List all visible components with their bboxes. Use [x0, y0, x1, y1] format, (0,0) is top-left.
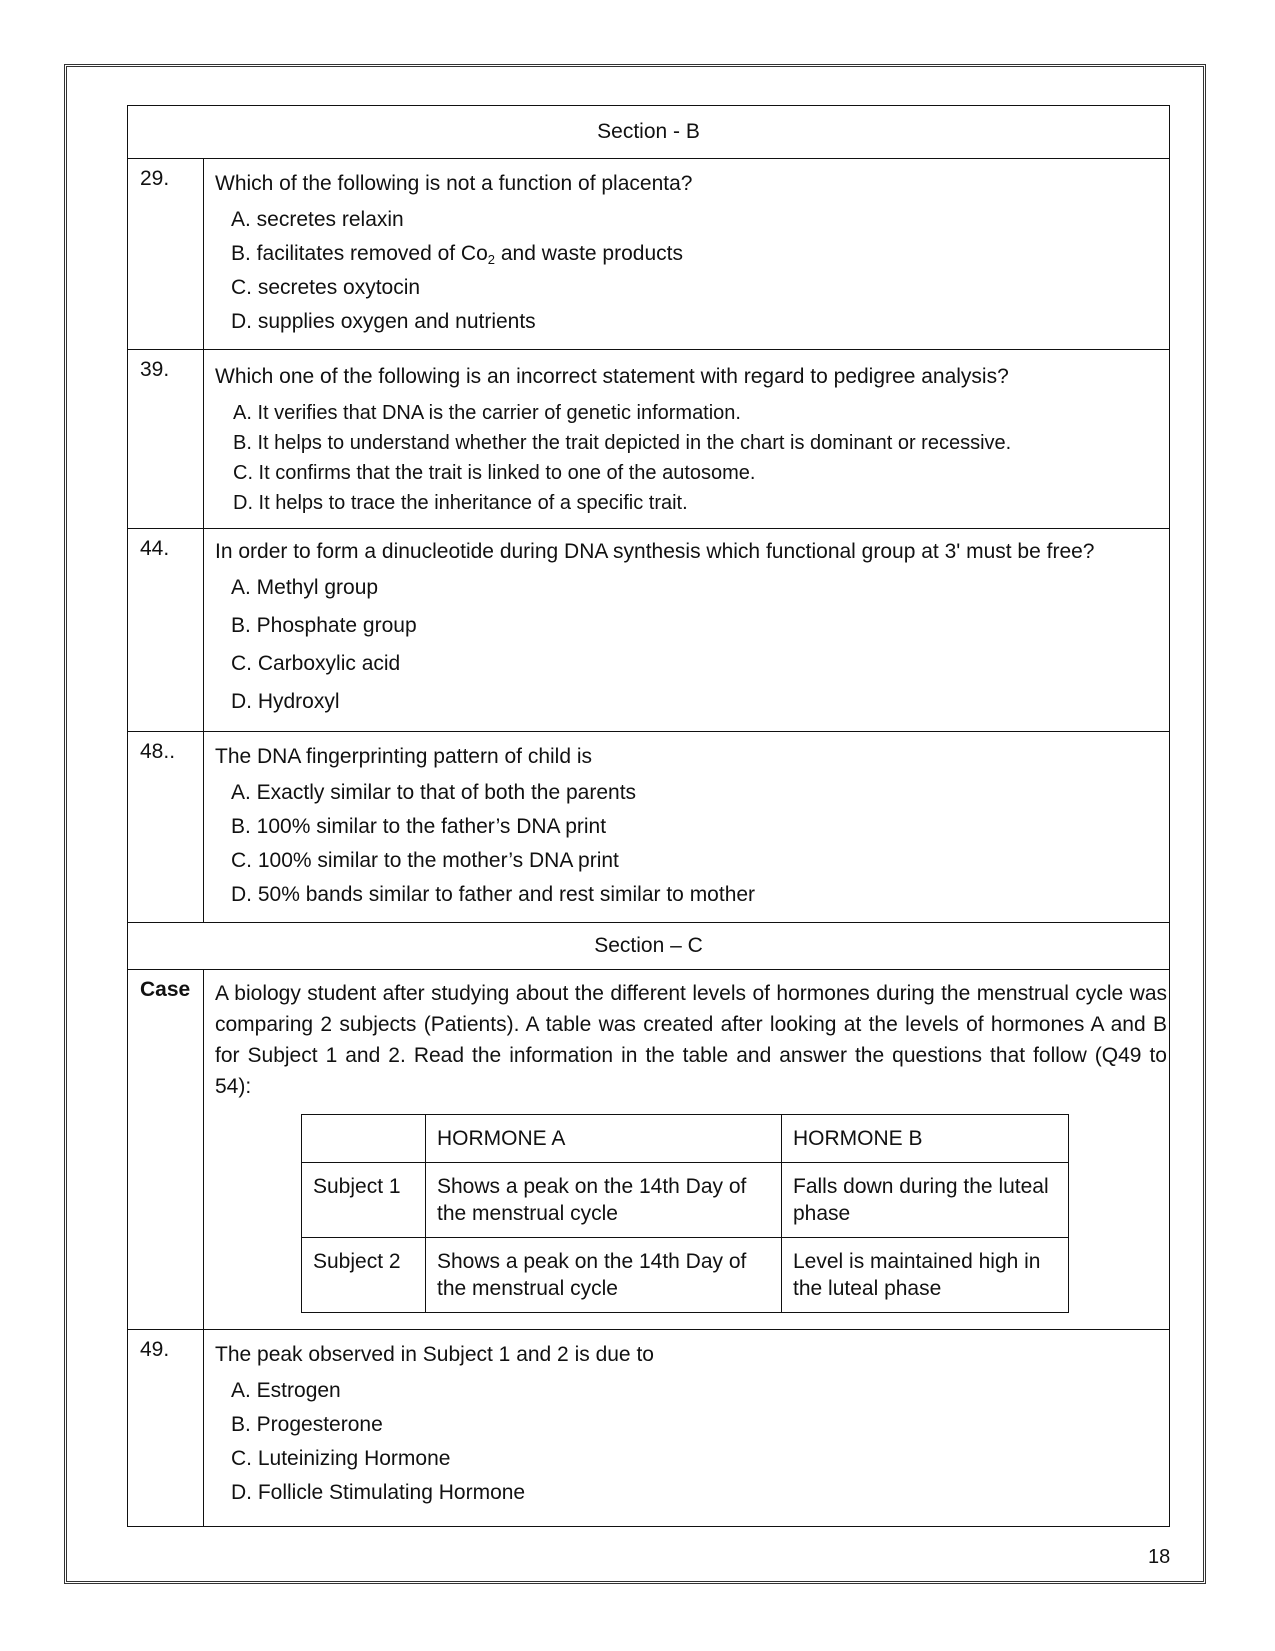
table-cell: Shows a peak on the 14th Day of the menstrual cycle: [426, 1163, 782, 1238]
question-text: The DNA fingerprinting pattern of child is: [215, 745, 593, 768]
header-cell: HORMONE A: [426, 1115, 782, 1163]
section-b-row: [128, 106, 1170, 159]
option-d: D. supplies oxygen and nutrients: [231, 310, 536, 333]
question-number: 39.: [128, 350, 204, 529]
option-b: B. Phosphate group: [231, 614, 417, 637]
option-d: D. It helps to trace the inheritance of a specific trait.: [233, 492, 688, 514]
question-row: [128, 732, 1170, 923]
option-d: D. 50% bands similar to father and rest similar to mother: [231, 883, 756, 906]
option-b: B. Progesterone: [231, 1413, 383, 1436]
question-table: [127, 105, 1170, 1527]
question-row: [128, 1330, 1170, 1527]
question-text: The peak observed in Subject 1 and 2 is due to: [215, 1343, 654, 1366]
question-row: [128, 350, 1170, 529]
header-cell: [302, 1115, 426, 1163]
hormone-table: [301, 1114, 1069, 1313]
hormone-table-header: [302, 1115, 1069, 1163]
option-d: D. Follicle Stimulating Hormone: [231, 1481, 526, 1504]
question-row: [128, 159, 1170, 350]
subscript: 2: [487, 252, 496, 267]
case-label: Case: [128, 970, 204, 1330]
option-a: A. Methyl group: [231, 576, 379, 599]
question-number: 48..: [128, 732, 204, 923]
table-cell: Level is maintained high in the luteal phase: [782, 1238, 1069, 1313]
table-cell: Shows a peak on the 14th Day of the menstrual cycle: [426, 1238, 782, 1313]
option-b-tail: and waste products: [495, 242, 683, 265]
option-a: A. Estrogen: [231, 1379, 341, 1402]
option-c: C. Carboxylic acid: [231, 652, 401, 675]
page-number: 18: [1148, 1546, 1171, 1568]
question-body: [204, 1330, 1170, 1527]
option-b: B. 100% similar to the father’s DNA print: [231, 815, 607, 838]
option-d: D. Hydroxyl: [231, 690, 340, 713]
section-b-heading: Section - B: [128, 106, 1170, 159]
question-body: [204, 159, 1170, 350]
section-c-heading: Section – C: [128, 923, 1170, 970]
table-cell: Subject 2: [302, 1238, 426, 1313]
question-number: 49.: [128, 1330, 204, 1527]
question-number: 44.: [128, 529, 204, 732]
question-text: In order to form a dinucleotide during DNA synthesis which functional group at 3' must be free?: [215, 540, 1095, 563]
option-a: A. secretes relaxin: [231, 208, 404, 231]
table-cell: Subject 1: [302, 1163, 426, 1238]
table-row: [302, 1238, 1069, 1313]
question-text: Which of the following is not a function of placenta?: [215, 172, 693, 195]
case-row: [128, 970, 1170, 1330]
section-c-row: [128, 923, 1170, 970]
option-a: A. Exactly similar to that of both the parents: [231, 781, 637, 804]
option-c: C. It confirms that the trait is linked to one of the autosome.: [233, 462, 756, 484]
option-c: C. 100% similar to the mother’s DNA print: [231, 849, 619, 872]
option-b-text: B. facilitates removed of Co: [231, 242, 488, 265]
option-b: [215, 237, 1169, 271]
case-text: A biology student after studying about the different levels of hormones during the menstrual cycle was comparing 2 subjects (Patients). A table was created after looking at the levels of hormones A and B for Subject 1 and 2. Read the information in the table and answer the questions that follow (Q49 to 54):: [215, 982, 1167, 1098]
option-b: B. It helps to understand whether the trait depicted in the chart is dominant or recessive.: [233, 432, 1012, 454]
question-text: Which one of the following is an incorrect statement with regard to pedigree analysis?: [215, 365, 1009, 388]
question-body: [204, 732, 1170, 923]
table-row: [302, 1163, 1069, 1238]
option-c: C. Luteinizing Hormone: [231, 1447, 451, 1470]
header-cell: HORMONE B: [782, 1115, 1069, 1163]
option-c: C. secretes oxytocin: [231, 276, 421, 299]
option-a: A. It verifies that DNA is the carrier of genetic information.: [233, 402, 741, 424]
question-number: 29.: [128, 159, 204, 350]
question-body: [204, 529, 1170, 732]
table-cell: Falls down during the luteal phase: [782, 1163, 1069, 1238]
case-body: [204, 970, 1170, 1330]
question-row: [128, 529, 1170, 732]
question-body: [204, 350, 1170, 529]
